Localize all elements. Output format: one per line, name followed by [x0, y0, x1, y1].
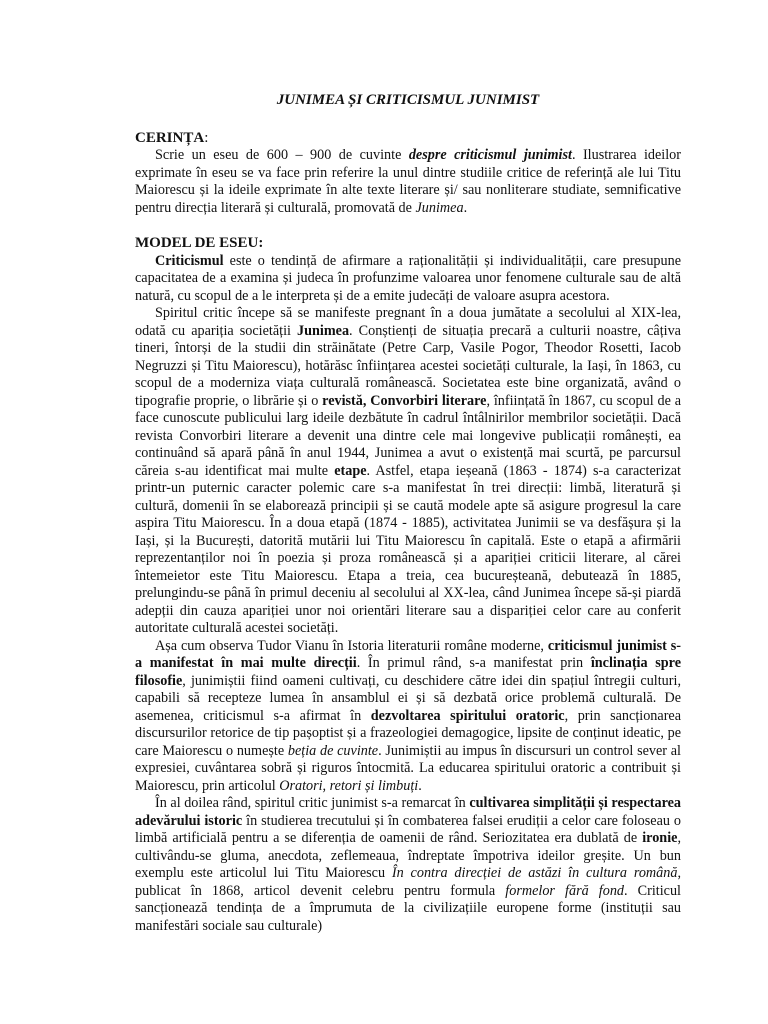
requirement-text: . Ilustrarea ideilor exprimate în eseu se va face prin referire la unul dintre studiile critice de referință ale lui Titu Maiorescu și la ideile exprimate în alte texte literare și/ sau nonliterare studiate, semnificative pentru direcția literară și culturală, promovată de — [135, 147, 681, 216]
essay-text: . Criticul sancționează tendința de a împrumuta de la civilizațiile europene forme (instituții sau manifestări sociale sau culturale) — [135, 882, 681, 934]
essay-text: . Astfel, etapa ieșeană (1863 - 1874) s-a caracterizat printr-un puternic caracter polemic care s-a manifestat în trei direcții: limbă, literatură și cultură, domenii în se elaborează principii și se caută modele apte să asigure progresul la care aspira Titu Maiorescu. În a doua etapă (1874 - 1885), activitatea Junimii se va desfășura și la Iași, și la București, datorită mutării lui Titu Maiorescu în capitală. Este o etapă a afirmării reprezentanților noi în poezia și proza românească și a apariției criticii literare, al cărei întemeietor este Titu Maiorescu. Etapa a treia, cea bucureșteană, debutează în 1885, prelungindu-se până în primul deceniu al secolului al XX-lea, când Junimea începe să-și piardă adepții din cauza apariției unor noi orientări literare sau a dispariției celor care au conferit autoritate culturală acestei societăți. — [135, 462, 681, 636]
requirement-heading — [135, 130, 681, 148]
requirement-emphasis: despre criticismul junimist — [408, 147, 572, 163]
requirement-text: Scrie un eseu de 600 – 900 de cuvinte — [155, 147, 409, 163]
essay-bold-term: revistă, Convorbiri literare — [322, 392, 487, 409]
requirement-emphasis: Junimea — [415, 199, 464, 216]
essay-paragraph-2 — [135, 305, 681, 638]
essay-paragraph-4 — [135, 795, 681, 935]
essay-italic-term: formelor fără fond — [505, 882, 625, 899]
spacer — [135, 217, 681, 235]
essay-bold-term: criticismul junimist s-a manifestat în mai multe direcții — [135, 637, 682, 671]
essay-text: , înființată în 1867, cu scopul de a face cunoscute publicului larg ideile dezbătute în cadrul întâlnirilor membrilor societății. Dacă revista Convorbiri literare a devenit una dintre cele mai longevive publicații românești, ea continuând să apară până în anul 1944, Junimea a avut o existență mai scurtă, pe parcursul căreia s-au identificat mai multe — [135, 392, 681, 479]
essay-text: , prin sancționarea discursurilor retorice de tip pașoptist și a frazeologiei demagogice, lipsite de conținut ideatic, pe care Maiorescu o numește — [135, 707, 682, 759]
essay-paragraph-1 — [135, 253, 681, 306]
requirement-heading-colon: : — [204, 129, 209, 146]
essay-bold-term: înclinația spre filosofie — [135, 655, 682, 689]
essay-paragraph-3 — [135, 638, 681, 796]
essay-italic-term: beția de cuvinte — [287, 742, 379, 759]
essay-text: . Conștienți de situația precară a culturii noastre, câțiva tineri, întorși de la studii din străinătate (Petre Carp, Vasile Pogor, Theodor Rosetti, Iacob Negruzzi și Titu Maiorescu), hotărăsc înființarea acestei societăți culturale, la Iași, în 1863, cu scopul de a moderniza viața culturală românească. Societatea este bine organizată, având o tipografie proprie, o librărie și o — [135, 322, 681, 409]
essay-text: , cultivându-se gluma, anecdota, zeflemeaua, îndreptate împotriva ideilor greșite. Un bun exemplu este articolul lui Titu Maiorescu — [135, 830, 681, 881]
essay-text: este o tendință de afirmare a raționalității și individualității, care presupune capacitatea de a examina și judeca în profunzime valoarea unor fenomene culturale sau de altă natură, cu scopul de a le interpreta și de a emite judecăți de valoare asupra acestora. — [135, 252, 681, 304]
essay-bold-term: Criticismul — [155, 252, 224, 269]
essay-italic-term: Oratori, retori și limbuți — [279, 777, 419, 794]
essay-bold-term: dezvoltarea spiritului oratoric — [370, 707, 565, 724]
essay-text: În al doilea rând, spiritul critic junimist s-a remarcat în — [155, 795, 470, 811]
essay-bold-term: etape — [334, 462, 367, 479]
requirement-heading-text: CERINȚA — [135, 129, 205, 146]
essay-text: . — [418, 777, 422, 794]
essay-text: . Junimiștii au impus în discursuri un control sever al expresiei, cuvântarea sobră și riguros întocmită. La educarea spiritului oratoric a contribuit și Maiorescu, prin articolul — [135, 742, 681, 794]
requirement-paragraph — [135, 147, 681, 217]
essay-text: , junimiștii fiind oameni cultivați, cu deschidere către idei din spațiul întregii culturi, capabili să recepteze lumea în ansamblul ei și să dezbată orice problemă culturală. De asemenea, criticismul s-a afirmat în — [135, 672, 681, 724]
essay-text: . În primul rând, s-a manifestat prin — [356, 655, 591, 671]
document-title: JUNIMEA ȘI CRITICISMUL JUNIMIST — [276, 92, 540, 108]
essay-bold-term: Junimea — [297, 322, 350, 339]
essay-text: în studierea trecutului și în combaterea falsei erudiții a celor care foloseau o limbă artificială pentru a se diferenția de oamenii de rând. Seriozitatea era dublată de — [135, 812, 681, 846]
essay-bold-term: ironie — [642, 830, 678, 846]
essay-text: , publicat în 1868, articol devenit celebru pentru formula — [135, 865, 681, 899]
model-heading: MODEL DE ESEU: — [135, 235, 264, 251]
essay-bold-term: cultivarea simplității și respectarea adevărului istoric — [135, 795, 681, 829]
essay-italic-term: În contra direcției de astăzi în cultura română — [391, 865, 678, 881]
essay-text: Spiritul critic începe să se manifeste pregnant în a doua jumătate a secolului al XIX-lea, odată cu apariția societății — [135, 305, 681, 339]
requirement-text: . — [463, 199, 468, 216]
essay-text: Așa cum observa Tudor Vianu în Istoria literaturii române moderne, — [155, 637, 548, 654]
